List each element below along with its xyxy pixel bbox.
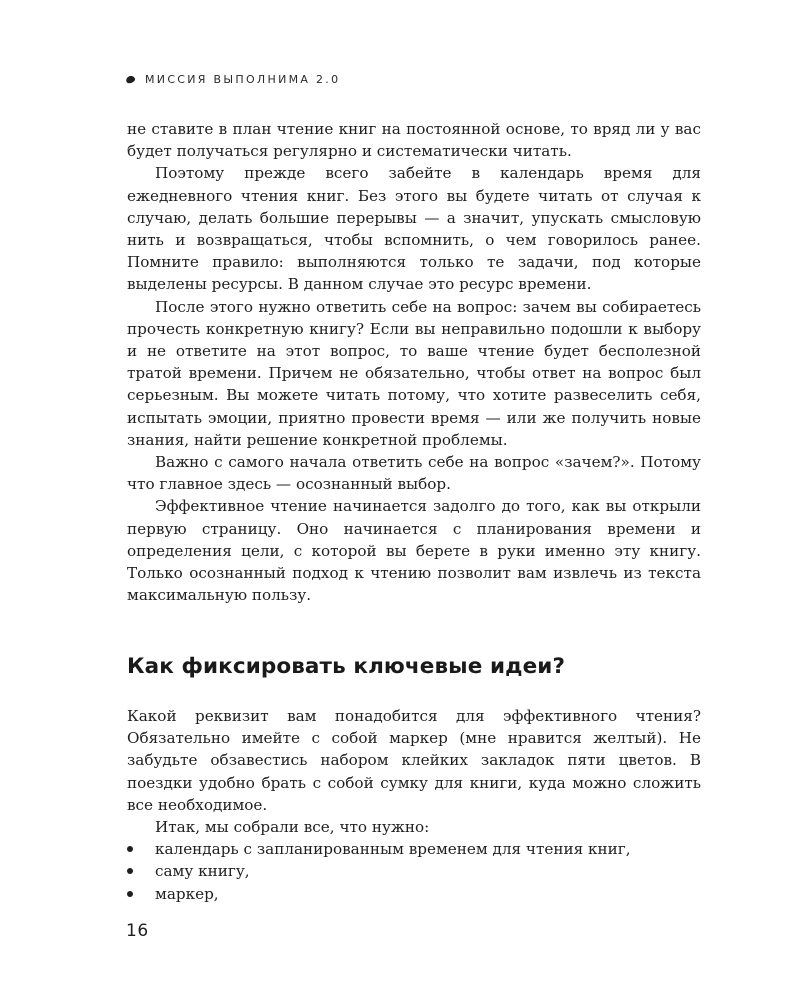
paragraph: Поэтому прежде всего забейте в календарь время для ежедневного чтения книг. Без этого вы будете читать от случая к случаю, делать большие перерывы — а значит, упускать смысловую нить и возвращаться, чтобы вспомнить, о чем говорилось ранее. Помните правило: выполняются только те задачи, под которые выделены ресурсы. В данном случае это ресурс времени. <box>127 164 701 294</box>
paragraph-continued: не ставите в план чтение книг на постоянной основе, то вряд ли у вас будет получаться регулярно и систематически читать. <box>127 120 701 161</box>
list-item-text: маркер, <box>155 884 219 903</box>
bullet-icon <box>127 846 133 852</box>
page-number: 16 <box>126 921 149 941</box>
bullet-icon <box>127 868 133 874</box>
paragraph: Важно с самого начала ответить себе на вопрос «зачем?». Потому что главное здесь — осознанный выбор. <box>127 453 701 494</box>
running-head-dot-icon <box>125 75 136 85</box>
bullet-icon <box>127 891 133 897</box>
list-item <box>127 860 701 882</box>
section-intro-paragraph: Какой реквизит вам понадобится для эффективного чтения? Обязательно имейте с собой маркер (мне нравится желтый). Не забудьте обзавестись набором клейких закладок пяти цветов. В поездки удобно брать с собой сумку для книги, куда можно сложить все необходимое. <box>127 707 701 814</box>
body-text <box>127 118 701 606</box>
list-item <box>127 838 701 860</box>
paragraph: Эффективное чтение начинается задолго до того, как вы открыли первую страницу. Оно начинается с планирования времени и определения цели, с которой вы берете в руки именно эту книгу. Только осознанный подход к чтению позволит вам извлечь из текста максимальную пользу. <box>127 497 701 605</box>
running-head <box>126 73 340 86</box>
section-lead-paragraph: Итак, мы собрали все, что нужно: <box>155 818 430 837</box>
running-head-title: МИССИЯ ВЫПОЛНИМА 2.0 <box>145 73 341 86</box>
section-text <box>127 705 701 905</box>
list-item-text: календарь с запланированным временем для чтения книг, <box>155 840 631 859</box>
paragraph: После этого нужно ответить себе на вопрос: зачем вы собираетесь прочесть конкретную книгу? Если вы неправильно подошли к выбору и не ответите на этот вопрос, то ваше чтение будет бесполезной тратой времени. Причем не обязательно, чтобы ответ на вопрос был серьезным. Вы можете читать потому, что хотите развеселить себя, испытать эмоции, приятно провести время — или же получить новые знания, найти решение конкретной проблемы. <box>127 297 701 449</box>
list-item-text: саму книгу, <box>155 862 250 881</box>
list-item <box>127 883 701 905</box>
section-heading: Как фиксировать ключевые идеи? <box>127 654 566 679</box>
bullet-list <box>127 838 701 905</box>
